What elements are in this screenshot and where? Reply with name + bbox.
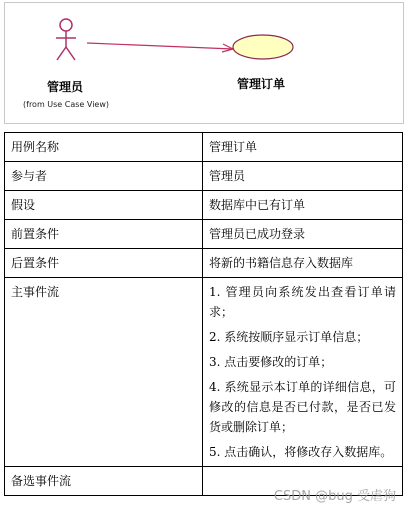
flow-step: 3. 点击要修改的订单；	[209, 355, 333, 369]
association-arrow	[87, 43, 233, 52]
flow-step: 2. 系统按顺序显示订单信息；	[209, 330, 369, 344]
main-flow-key: 主事件流	[5, 278, 203, 467]
actor-label: 管理员	[47, 80, 84, 94]
watermark: CSDN @bug 受虐狗	[273, 489, 396, 504]
table-row	[5, 162, 403, 191]
row-value: 将新的书籍信息存入数据库	[203, 249, 403, 278]
row-key: 用例名称	[5, 133, 203, 162]
row-key: 前置条件	[5, 220, 203, 249]
table-row	[5, 249, 403, 278]
main-flow-steps	[203, 278, 403, 467]
row-value: 管理员已成功登录	[203, 220, 403, 249]
row-value: 管理员	[203, 162, 403, 191]
flow-step: 1. 管理员向系统发出查看订单请求；	[209, 285, 396, 319]
table-row	[5, 220, 403, 249]
row-key: 假设	[5, 191, 203, 220]
usecase-label: 管理订单	[237, 77, 286, 91]
table-row	[5, 133, 403, 162]
actor-icon	[56, 19, 76, 60]
row-value: 管理订单	[203, 133, 403, 162]
row-key: 后置条件	[5, 249, 203, 278]
table-row	[5, 191, 403, 220]
table-row-main-flow	[5, 278, 403, 467]
usecase-ellipse	[233, 35, 293, 59]
row-key: 参与者	[5, 162, 203, 191]
use-case-diagram	[4, 2, 404, 124]
alt-flow-key: 备选事件流	[5, 467, 203, 496]
flow-step: 4. 系统显示本订单的详细信息，可修改的信息是否已付款，是否已发货或删除订单；	[209, 380, 396, 434]
actor-source: (from Use Case View)	[23, 100, 109, 109]
row-value: 数据库中已有订单	[203, 191, 403, 220]
flow-step: 5. 点击确认，将修改存入数据库。	[209, 445, 393, 459]
use-case-spec-table	[4, 132, 403, 496]
